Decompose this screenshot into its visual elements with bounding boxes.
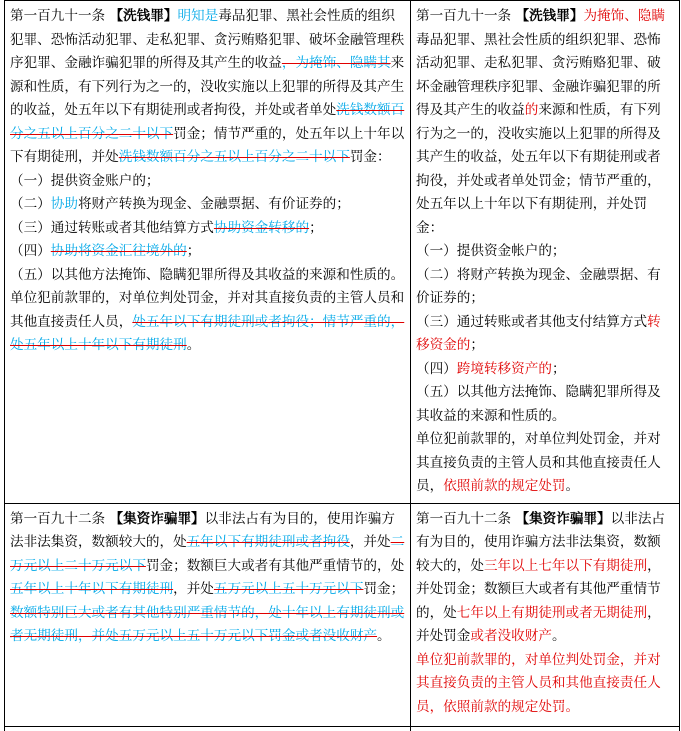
item-text: （三）通过转账或者其他支付结算方式 (416, 313, 648, 330)
item-prefix: （四） (416, 360, 457, 377)
list-item: （五）以其他方法掩饰、隐瞒犯罪所得及其收益的来源和性质的。 (416, 384, 661, 424)
deleted-text: 洗钱数额百分之五以上百分之二十以下 (118, 149, 350, 165)
article-text: 以非法占有为目的，使用诈骗方法非法集资，数额较大的，处 (416, 510, 666, 574)
article-text: 以非法占有为目的，使用诈骗方法非法集资，数额较大的，处 (10, 510, 395, 550)
article-text: 。 (551, 628, 566, 644)
old-article-192-cell (5, 503, 411, 726)
deleted-text: 五万元以上五十万元以下 (213, 581, 364, 597)
empty-cell (411, 726, 680, 731)
article-text: 来源和性质，有下列行为之一的，没收实施以上犯罪的所得及其产生的收益，处五年以下有期徒刑或者拘役，并处或者单处罚金；情节严重的，处五年以上十年以下有期徒刑，并处罚金： (416, 102, 661, 236)
unit-crime-paragraph (10, 287, 405, 358)
added-text: 七年以上有期徒刑或者无期徒刑 (456, 604, 648, 621)
article-number: 第一百九十一条 (416, 8, 512, 24)
added-text: 三年以上七年以下有期徒刑 (483, 557, 648, 574)
item-text: 将财产转换为现金、金融票据、有价证券的； (77, 196, 350, 212)
table-row (5, 1, 680, 504)
deleted-text: 协助 (50, 196, 78, 212)
deleted-text: ，为掩饰、隐瞒其 (281, 55, 391, 71)
deleted-text: 数额特别巨大或者有其他特别严重情节的，处十年以上有期徒刑或者无期徒刑，并处五万元以上五十万元以下罚金或者没收财产 (10, 604, 405, 644)
added-text: 依照前款的规定处罚 (443, 478, 566, 494)
list-item: （五）以其他方法掩饰、隐瞒犯罪所得及其收益的来源和性质的。 (10, 266, 405, 283)
crime-name: 【集资诈骗罪】 (109, 510, 205, 527)
article-text: 罚金；数额巨大或者有其他严重情节的，处 (145, 557, 405, 574)
item-text: ； (186, 243, 201, 259)
item-text: ； (551, 360, 566, 377)
article-text: 罚金； (363, 581, 405, 597)
article-text: 。 (186, 337, 201, 353)
article-text: ，并处 (349, 534, 391, 550)
deleted-text: 处五年以下有期徒刑或者拘役；情节严重的，处五年以上十年以下有期徒刑 (10, 313, 405, 353)
article-text: 单位犯前款罪的，对单位判处罚金，并对其直接负责的主管人员和其他直接责任人员， (416, 431, 661, 494)
deleted-text: 五年以上十年以下有期徒刑 (10, 581, 174, 597)
article-text: 罚金： (349, 149, 391, 165)
crime-name: 【洗钱罪】 (109, 8, 178, 24)
added-text: 转移资金的 (416, 313, 661, 353)
old-article-191-cell (5, 1, 411, 504)
article-text: 。 (377, 628, 391, 644)
deleted-text: 协助将资金汇往境外的 (50, 243, 187, 259)
article-text: ，并处罚金；数额巨大或者有其他严重情节的，处 (416, 557, 661, 621)
list-item: （二）将财产转换为现金、金融票据、有价证券的； (416, 266, 661, 306)
added-text: 跨境转移资产的 (456, 360, 552, 377)
old-article-192-paragraph (10, 508, 405, 649)
item-text: ； (309, 219, 323, 236)
unit-crime-paragraph: 单位犯前款罪的，对单位判处罚金，并对其直接负责的主管人员和其他直接责任人员，依照前款的规定处罚。 (416, 651, 661, 715)
item-prefix: （二） (10, 196, 51, 212)
added-text: 为掩饰、隐瞒 (583, 8, 666, 24)
article-text: 毒品犯罪、黑社会性质的组织犯罪、恐怖活动犯罪、走私犯罪、贪污贿赂犯罪、破坏金融管理秩序犯罪、金融诈骗犯罪的所得及其产生的收益 (416, 31, 661, 118)
article-number: 第一百九十一条 (10, 8, 106, 24)
table-row (5, 726, 680, 731)
list-item (10, 240, 405, 264)
list-item: （一）提供资金账户的； (10, 172, 160, 189)
new-article-191-cell (411, 1, 680, 504)
added-text: 的 (524, 102, 539, 118)
new-article-191-paragraph (416, 5, 674, 240)
deleted-text: 五年以下有期徒刑或者拘役 (186, 534, 350, 550)
list-item (10, 217, 405, 241)
item-prefix: （四） (10, 243, 51, 259)
article-number: 第一百九十二条 (416, 510, 512, 527)
table-row (5, 503, 680, 726)
item-text: （三）通过转账或者其他结算方式 (10, 219, 214, 236)
article-text: 毒品犯罪、黑社会性质的组织犯罪、恐怖活动犯罪、走私犯罪、贪污贿赂犯罪、破坏金融管理秩序犯罪、金融诈骗犯罪的所得及其产生的收益 (10, 8, 405, 71)
article-number: 第一百九十二条 (10, 510, 106, 527)
list-item (416, 311, 674, 358)
crime-name: 【洗钱罪】 (515, 8, 584, 24)
deleted-text: 协助资金转移的 (213, 219, 310, 236)
added-text: 或者没收财产 (470, 628, 552, 644)
empty-cell (5, 726, 411, 731)
old-article-191-paragraph (10, 5, 405, 170)
deleted-text: 二万元以上二十万元以下 (10, 534, 405, 574)
list-item (416, 358, 674, 382)
unit-crime-paragraph (416, 428, 674, 499)
deleted-text: 明知是 (177, 8, 219, 24)
item-text: ； (470, 337, 484, 353)
list-item (10, 193, 405, 217)
article-text: ，并处 (173, 581, 214, 597)
new-article-192-cell (411, 503, 680, 726)
article-text: 。 (565, 478, 580, 494)
article-text: 罚金；情节严重的，处五年以上十年以下有期徒刑，并处 (10, 125, 405, 165)
list-item: （一）提供资金帐户的； (416, 243, 566, 259)
crime-name: 【集资诈骗罪】 (515, 510, 611, 527)
article-text: 单位犯前款罪的，对单位判处罚金，并对其直接负责的主管人员和其他直接责任人员， (10, 290, 405, 330)
new-article-192-paragraph (416, 508, 674, 649)
article-text: ，并处罚金 (416, 604, 661, 644)
article-text: 来源和性质，有下列行为之一的，没收实施以上犯罪的所得及其产生的收益，处五年以下有期徒刑或者拘役，并处或者单处 (10, 55, 405, 118)
deleted-text: 洗钱数额百分之五以上百分之二十以下 (10, 102, 405, 142)
law-comparison-table (4, 0, 680, 731)
